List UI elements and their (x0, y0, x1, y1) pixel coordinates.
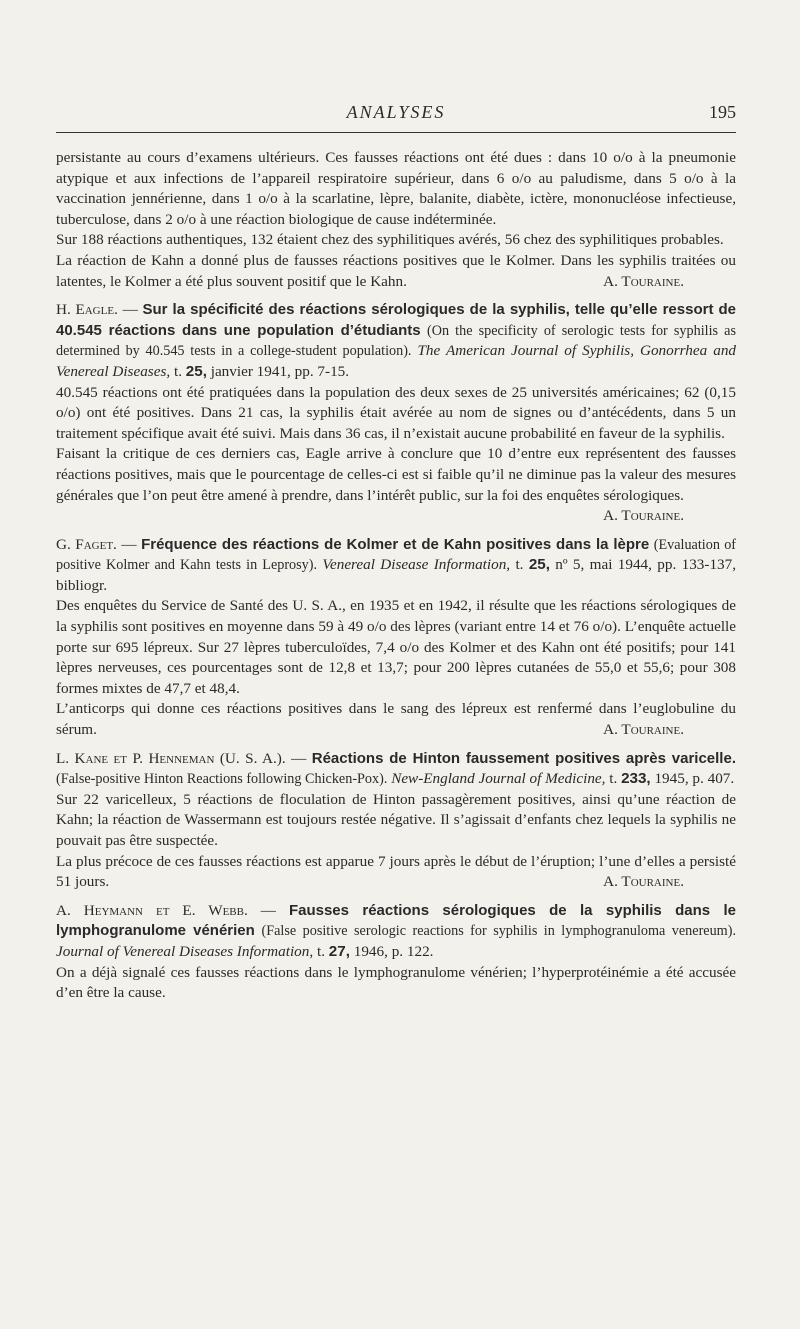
entry-heading: H. Eagle. — Sur la spécificité des réactions sérologiques de la syphilis, telle qu’elle ressort de 40.545 réactions dans une population d’étudiants (On the specificity of serologic tests for syphilis as determined by 40.545 tests in a college-student population). The American Journal of Syphilis, Gonorrhea and Venereal Diseases, t. 25, janvier 1941, pp. 7-15. (56, 301, 737, 380)
paragraph-text: La réaction de Kahn a donné plus de fausses réactions positives que le Kolmer. Dans les syphilis traitées ou latentes, le Kolmer a été plus souvent positif que le Kahn. (56, 251, 736, 290)
paragraph-text: La plus précoce de ces fausses réactions est apparue 7 jours après le début de l’éruption; l’une d’elles a persisté 51 jours. (56, 852, 736, 891)
entry-citation: (Evaluation of positive Kolmer and Kahn tests in Leprosy). (56, 536, 737, 574)
body-paragraph: Des enquêtes du Service de Santé des U. S. A., en 1935 et en 1942, il résulte que les réactions sérologiques de la syphilis sont positives en moyenne dans 59 à 49 o/o des lèpres (variant entre 14 et 76 o/o). L’enquête actuelle porte sur 695 lépreux. Sur 27 lèpres tuberculoïdes, 7,4 o/o des Kolmer et des Kahn ont été positifs; pour 141 lèpres nerveuses, ces pourcentages sont de 12,8 et 13,7; pour 200 lèpres cutanées de 55,0 et 55,6; pour 308 formes mixtes de 47,7 et 48,4. (56, 597, 736, 697)
header-rule (56, 132, 736, 133)
body-paragraph: On a déjà signalé ces fausses réactions dans le lymphogranulome vénérien; l’hyperprotéinémie a été accusée d’en être la cause. (56, 963, 736, 1002)
entry-citation: (On the specificity of serologic tests for syphilis as determined by 40.545 tests in a college-student population). (56, 322, 736, 360)
running-title: ANALYSES (346, 102, 446, 122)
entry-volume-prefix: t. (609, 770, 618, 788)
author-signature: A. Touraine. (603, 272, 684, 290)
entry-title: Sur la spécificité des réactions sérologiques de la syphilis, telle qu’elle ressort de 40.545 réactions dans une population d’étudiants (56, 301, 737, 339)
entry-authors: G. Faget. (56, 535, 117, 553)
author-signature: A. Touraine. (603, 873, 684, 891)
entry-authors: H. Eagle. (56, 301, 118, 319)
entry-citation: (False positive serologic reactions for syphilis in lymphogranuloma venereum). (261, 923, 736, 940)
entry-details: janvier 1941, pp. 7-15. (210, 362, 350, 380)
body-paragraph: persistante au cours d’examens ultérieurs. Ces fausses réactions ont été dues : dans 10 o/o à la pneumonie atypique et aux infections de l’appareil respiratoire supérieur, dans 6 o/o au paludisme, dans 5 o/o à la vaccination jennérienne, dans 1 o/o à la scarlatine, lèpre, balanite, diabète, ictère, mononucléose infectieuse, tuberculose, dans 2 o/o à une réaction biologique de cause indéterminée. (56, 149, 736, 228)
entry-volume: 233, (621, 770, 651, 788)
abstract-entry (56, 901, 736, 1004)
author-signature: A. Touraine. (603, 507, 684, 525)
entry-title: Fausses réactions sérologiques de la syphilis dans le lymphogranulome vénérien (56, 901, 736, 940)
entry-heading: G. Faget. — Fréquence des réactions de Kolmer et de Kahn positives dans la lèpre (Evaluation of positive Kolmer and Kahn tests in Leprosy). Venereal Disease Information, t. 25, nº 5, mai 1944, pp. 133-137, bibliogr. (56, 535, 737, 594)
entry-title: Fréquence des réactions de Kolmer et de Kahn positives dans la lèpre (141, 535, 650, 553)
body-paragraph: Faisant la critique de ces derniers cas, Eagle arrive à conclure que 10 d’entre eux représentent des fausses réactions positives, mais que le pourcentage de celles-ci est si faible qu’il ne diminue pas la valeur des mesures générales que l’on peut être amené à prendre, dans l’intérêt public, sur la foi des enquêtes sérologiques. (56, 445, 736, 504)
entry-volume-prefix: t. (173, 362, 182, 380)
entry-journal: The American Journal of Syphilis, Gonorrhea and Venereal Diseases, (56, 342, 737, 380)
author-signature: A. Touraine. (603, 721, 684, 739)
page-number: 195 (709, 102, 736, 122)
body-paragraph: Sur 188 réactions authentiques, 132 étaient chez des syphilitiques avérés, 56 chez des syphilitiques probables. (56, 231, 724, 249)
entry-journal: Journal of Venereal Diseases Information, (56, 942, 314, 960)
abstract-entry (56, 535, 736, 741)
entry-volume-prefix: t. (515, 556, 524, 574)
body-paragraph (56, 251, 736, 292)
continuation-abstract (56, 148, 736, 292)
entry-journal: New-England Journal of Medicine, (391, 770, 606, 788)
entry-authors: A. Heymann et E. Webb. (56, 901, 248, 919)
entry-citation: (False-positive Hinton Reactions following Chicken-Pox). (56, 771, 388, 788)
entry-volume: 27, (328, 942, 350, 960)
page-body (56, 148, 736, 1004)
body-paragraph (56, 699, 736, 740)
entry-journal: Venereal Disease Information, (322, 556, 511, 574)
entry-volume: 25, (185, 362, 207, 380)
entry-authors: L. Kane et P. Henneman (U. S. A.). (56, 749, 286, 767)
entry-volume-prefix: t. (316, 942, 325, 960)
entry-details: 1946, p. 122. (353, 942, 434, 960)
entry-details: nº 5, mai 1944, pp. 133-137, bibliogr. (56, 556, 737, 594)
entry-details: 1945, p. 407. (654, 770, 735, 788)
body-paragraph: Sur 22 varicelleux, 5 réactions de floculation de Hinton passagèrement positives, ainsi qu’une réaction de Kahn; la réaction de Wassermann est toujours restée négative. Il s’agissait d’enfants chez lequels la syphilis ne pouvait pas être suspectée. (56, 790, 736, 849)
entry-heading: A. Heymann et E. Webb. — Fausses réactions sérologiques de la syphilis dans le lymphogranulome vénérien (False positive serologic reactions for syphilis in lymphogranuloma venereum). Journal of Venereal Diseases Information, t. 27, 1946, p. 122. (56, 901, 736, 960)
body-paragraph: 40.545 réactions ont été pratiquées dans la population des deux sexes de 25 universités américaines; 62 (0,15 o/o) ont été positives. Dans 21 cas, la syphilis était avérée au nom de signes ou d’antécédents, dans 5 un traitement spécifique avait été suivi. Mais dans 36 cas, il n’existait aucune probabilité en faveur de la syphilis. (56, 383, 736, 442)
paragraph-text: L’anticorps qui donne ces réactions positives dans le sang des lépreux est renfermé dans l’euglobuline du sérum. (56, 700, 736, 739)
entry-heading: L. Kane et P. Henneman (U. S. A.). — Réactions de Hinton faussement positives après varicelle. (False-positive Hinton Reactions following Chicken-Pox). New-England Journal of Medicine, t. 233, 1945, p. 407. (56, 749, 736, 788)
entry-title: Réactions de Hinton faussement positives après varicelle. (311, 749, 736, 767)
abstract-entry (56, 749, 736, 893)
abstract-entry (56, 300, 736, 527)
entry-volume: 25, (528, 556, 550, 574)
body-paragraph (56, 852, 736, 893)
